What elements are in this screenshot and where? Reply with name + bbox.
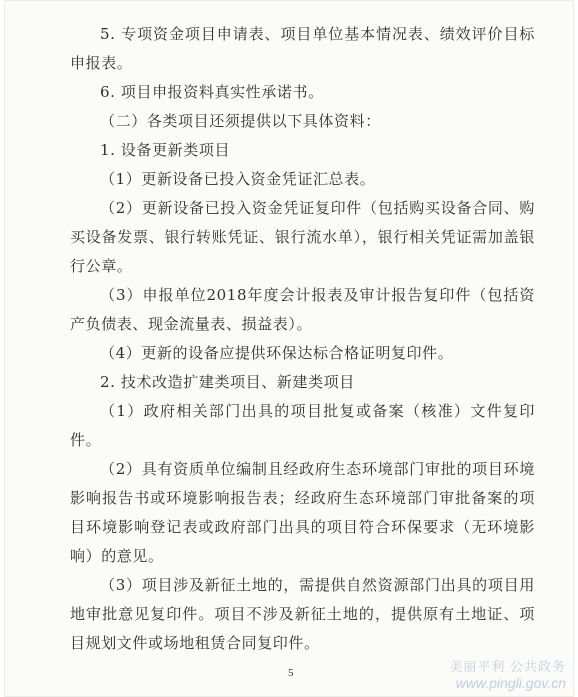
document-page [4,0,574,697]
renovation-item-2: （2）具有资质单位编制且经政府生态环境部门审批的项目环境影响报告书或环境影响报告表；经政府生态环境部门审批备案的项目环境影响登记表或政府部门出具的项目符合环保要求（无环境影响）的意见。 [70,460,535,565]
equipment-item-4: （4）更新的设备应提供环保达标合格证明复印件。 [100,344,454,362]
renovation-item-1: （1）政府相关部门出具的项目批复或备案（核准）文件复印件。 [70,402,535,449]
equipment-item-3: （3）申报单位2018年度会计报表及审计报告复印件（包括资产负债表、现金流量表、损益表）。 [70,286,535,333]
watermark-url: www.pingli.gov.cn [455,675,566,691]
renovation-item-3: （3）项目涉及新征土地的，需提供自然资源部门出具的项目用地审批意见复印件。项目不涉及新征土地的，提供原有土地证、项目规划文件或场地租赁合同复印件。 [70,576,535,652]
subheading-equipment-update: 1. 设备更新类项目 [100,141,231,159]
equipment-item-1: （1）更新设备已投入资金凭证汇总表。 [100,170,376,188]
list-item-6-authenticity-pledge: 6. 项目申报资料真实性承诺书。 [100,83,324,101]
equipment-item-2: （2）更新设备已投入资金凭证复印件（包括购买设备合同、购买设备发票、银行转账凭证、银行流水单），银行相关凭证需加盖银行公章。 [70,199,535,275]
list-item-5-application-forms: 5. 专项资金项目申请表、项目单位基本情况表、绩效评价目标申报表。 [70,25,535,72]
document-body [70,20,535,658]
watermark-title: 美丽平利 公共政务 [449,659,566,674]
subheading-tech-renovation: 2. 技术改造扩建类项目、新建类项目 [100,373,355,391]
site-watermark [449,659,566,691]
page-number: 5 [288,667,294,679]
section-heading-2: （二）各类项目还须提供以下具体资料： [100,112,381,130]
